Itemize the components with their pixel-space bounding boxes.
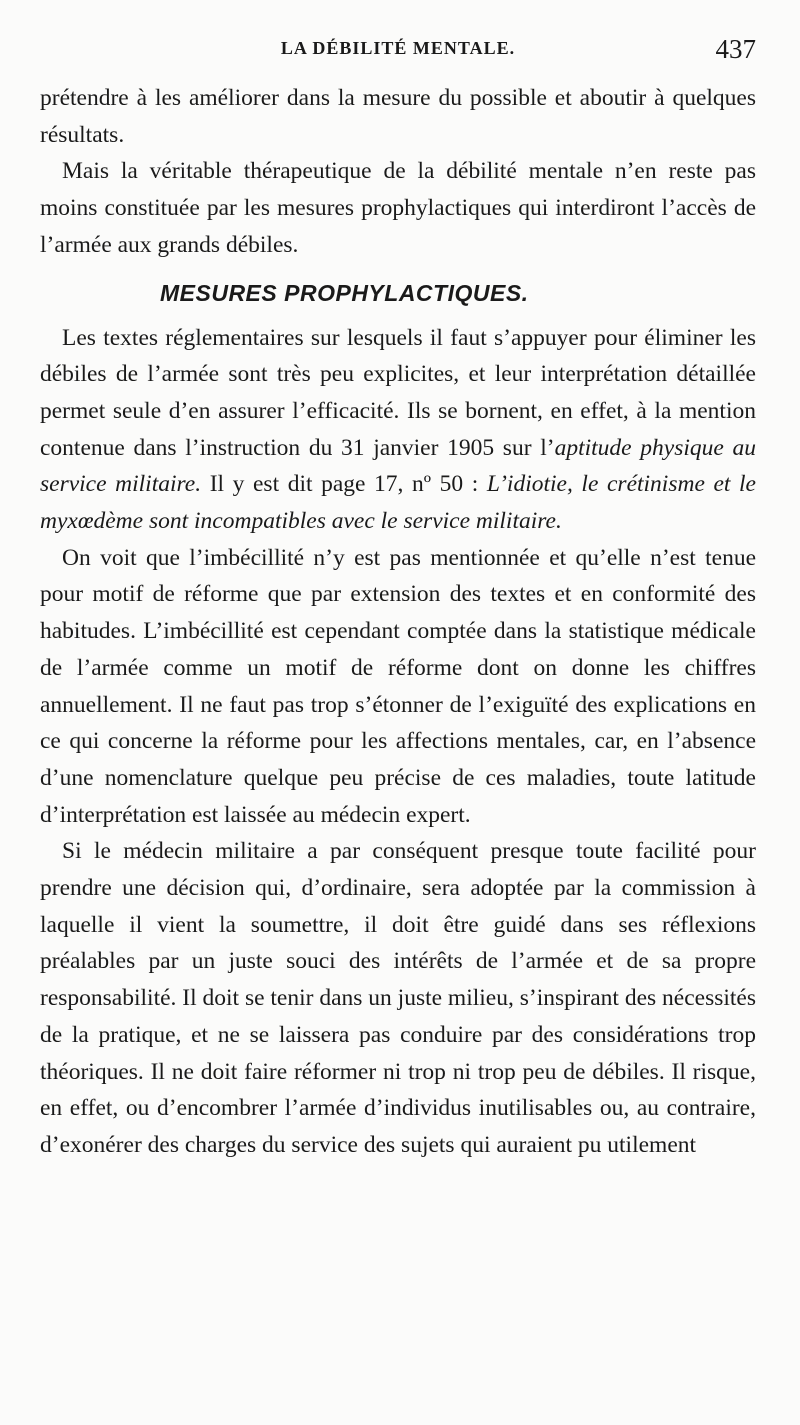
paragraph-therapeutique: Mais la véritable thérapeutique de la débilité mentale n’en reste pas moins constituée par les mesures prophylactiques qui interdiront l’accès de l’armée aux grands débiles. xyxy=(40,158,756,258)
paragraph-imbecillite: On voit que l’imbécillité n’y est pas mentionnée et qu’elle n’est tenue pour motif de réforme que par extension des textes et en conformité des habitudes. L’imbécillité est cependant comptée dans la statistique médicale de l’armée comme un motif de réforme dont on donne les chiffres annuellement. Il ne faut pas trop s’étonner de l’exiguïté des explications en ce qui concerne la réforme pour les affections mentales, car, en l’absence d’une nomenclature quelque peu précise de ces maladies, toute latitude d’interprétation est laissée au médecin expert. xyxy=(40,544,756,828)
section-heading: MESURES PROPHYLACTIQUES. xyxy=(160,279,529,306)
italic-quotation: L’idiotie, le crétinisme et le myxœdème sont incompatibles avec le service militaire. xyxy=(40,471,756,535)
paragraph-medecin-militaire: Si le médecin militaire a par conséquent presque toute facilité pour prendre une décision qui, d’ordinaire, sera adoptée par la commission à laquelle il vient la soumettre, il doit être guidé dans ses réflexions préalables par un juste souci des intérêts de l’armée et de sa propre responsabilité. Il doit se tenir dans un juste milieu, s’inspirant des nécessités de la pratique, et ne se laissera pas conduire par des considérations trop théoriques. Il ne doit faire réformer ni trop ni trop peu de débiles. Il risque, en effet, ou d’encombrer l’armée d’individus inutilisables ou, au contraire, d’exonérer des charges du service des sujets qui auraient pu utilement xyxy=(40,838,756,1158)
paragraph-continuation: prétendre à les améliorer dans la mesure du possible et aboutir à quelques résultats. xyxy=(40,85,756,148)
italic-phrase: aptitude physique au service militaire. xyxy=(40,434,756,498)
running-title: LA DÉBILITÉ MENTALE. xyxy=(280,38,516,58)
paragraph-textes-reglementaires xyxy=(40,320,756,540)
running-head xyxy=(40,34,756,70)
paragraph-text: Les textes réglementaires sur lesquels il faut s’appuyer pour éliminer les débiles de l’armée sont très peu explicites, et leur interprétation détaillée permet seule d’en assurer l’efficacité. Ils se bornent, en effet, à la mention contenue dans l’instruction du 31 janvier 1905 sur l’ xyxy=(40,324,756,461)
body-text xyxy=(40,80,756,1164)
paragraph-text: Il y est dit page 17, nº 50 : xyxy=(201,471,487,498)
page-number: 437 xyxy=(715,34,756,64)
